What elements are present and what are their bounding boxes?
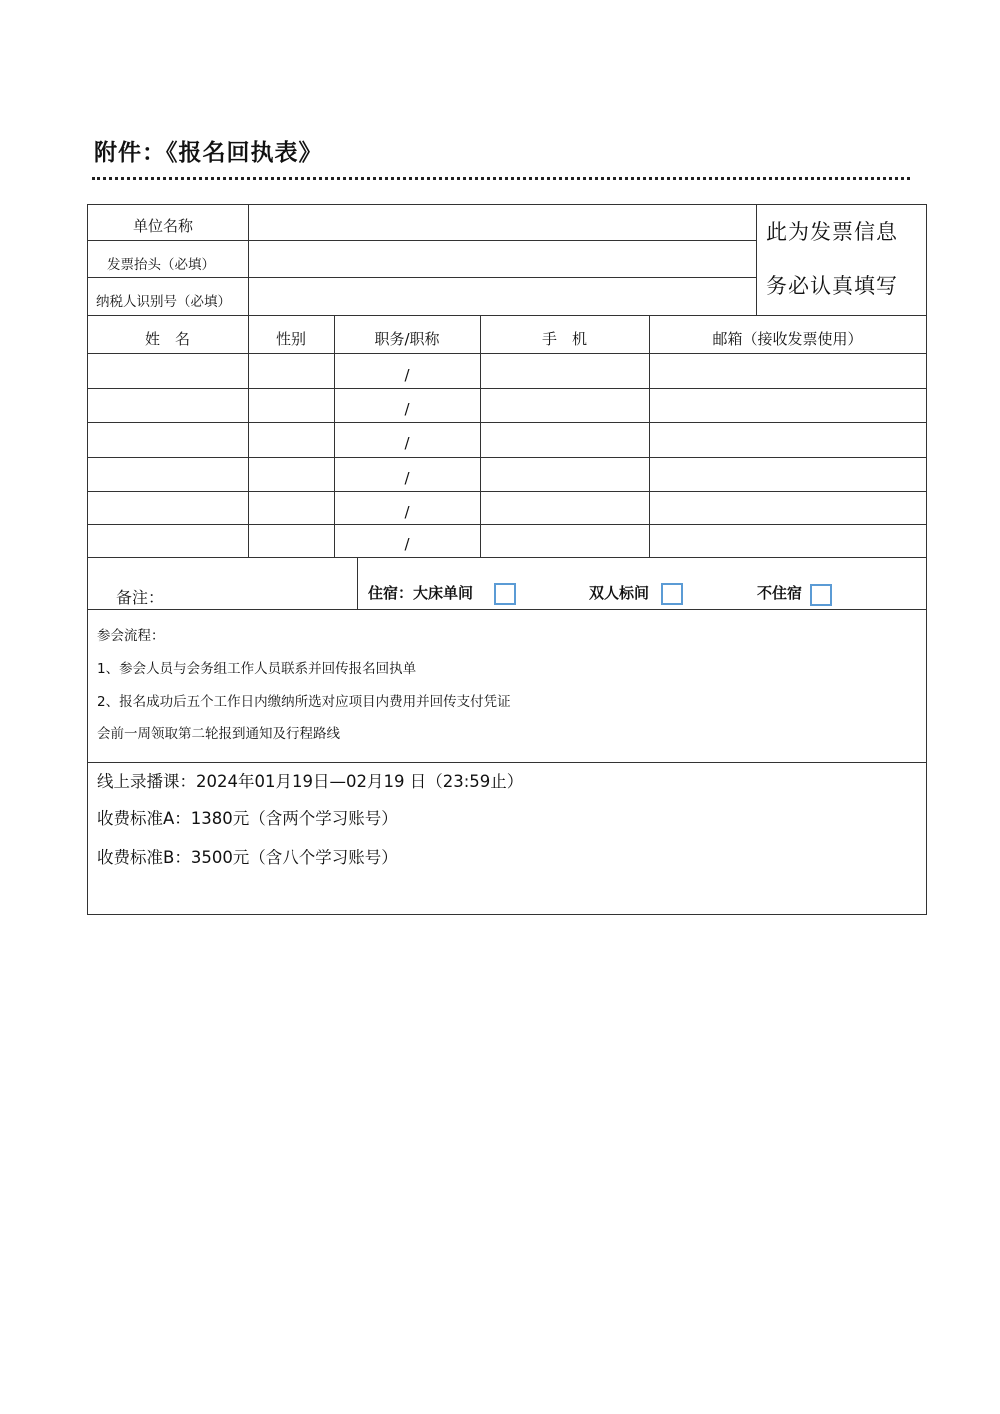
table-line	[480, 315, 481, 557]
no-lodging-checkbox[interactable]	[810, 584, 832, 606]
process-title: 参会流程：	[97, 628, 165, 644]
table-line	[357, 557, 358, 609]
lodging-single-label: 住宿：大床单间	[368, 584, 474, 602]
table-line	[87, 762, 927, 763]
table-line	[756, 204, 757, 315]
column-header-phone: 手 机	[541, 330, 587, 348]
table-row-position[interactable]: /	[404, 469, 410, 487]
invoice-note-line1: 此为发票信息	[766, 220, 898, 244]
dotted-divider	[92, 177, 910, 180]
table-line	[87, 457, 927, 458]
table-line	[248, 204, 249, 557]
table-row-position[interactable]: /	[404, 400, 410, 418]
table-border-left	[87, 204, 88, 914]
unit-name-label: 单位名称	[133, 217, 194, 235]
column-header-email: 邮箱（接收发票使用）	[712, 330, 863, 348]
table-line	[248, 240, 756, 241]
table-line	[87, 524, 927, 525]
lodging-twin-label: 双人标间	[589, 584, 650, 602]
fee-standard-a: 收费标准A：1380元（含两个学习账号）	[97, 809, 398, 828]
table-row-position[interactable]: /	[404, 503, 410, 521]
lodging-twin-checkbox[interactable]	[661, 583, 683, 605]
table-row-position[interactable]: /	[404, 535, 410, 553]
table-line	[87, 557, 927, 558]
no-lodging-label: 不住宿	[757, 584, 803, 602]
column-header-name: 姓 名	[144, 330, 190, 348]
table-row-position[interactable]: /	[404, 366, 410, 384]
table-line	[87, 491, 927, 492]
taxpayer-id-label: 纳税人识别号（必填）	[96, 294, 231, 310]
invoice-header-field[interactable]	[250, 242, 754, 276]
fee-standard-b: 收费标准B：3500元（含八个学习账号）	[97, 848, 398, 867]
taxpayer-id-field[interactable]	[250, 279, 754, 314]
table-line	[87, 353, 927, 354]
table-border-bottom	[87, 914, 927, 915]
online-course-line: 线上录播课：2024年01月19日—02月19 日（23:59止）	[97, 772, 524, 791]
table-line	[649, 315, 650, 557]
table-line	[87, 609, 927, 610]
unit-name-field[interactable]	[250, 206, 754, 239]
table-row-position[interactable]: /	[404, 434, 410, 452]
process-step-2: 2、报名成功后五个工作日内缴纳所选对应项目内费用并回传支付凭证	[97, 694, 511, 710]
column-header-position: 职务/职称	[374, 330, 440, 348]
remarks-label: 备注：	[116, 588, 165, 607]
process-step-1: 1、参会人员与会务组工作人员联系并回传报名回执单	[97, 661, 417, 677]
invoice-note-line2: 务必认真填写	[766, 274, 898, 298]
table-line	[87, 277, 756, 278]
table-border-top	[87, 204, 927, 205]
page-title: 附件：《报名回执表》	[94, 140, 323, 166]
table-border-right	[926, 204, 927, 914]
column-header-gender: 性别	[275, 330, 306, 348]
invoice-header-label: 发票抬头（必填）	[107, 257, 215, 273]
process-step-3: 会前一周领取第二轮报到通知及行程路线	[97, 726, 340, 742]
table-line	[87, 388, 927, 389]
table-line	[87, 315, 927, 316]
lodging-single-checkbox[interactable]	[494, 583, 516, 605]
table-line	[87, 422, 927, 423]
table-line	[87, 240, 248, 241]
